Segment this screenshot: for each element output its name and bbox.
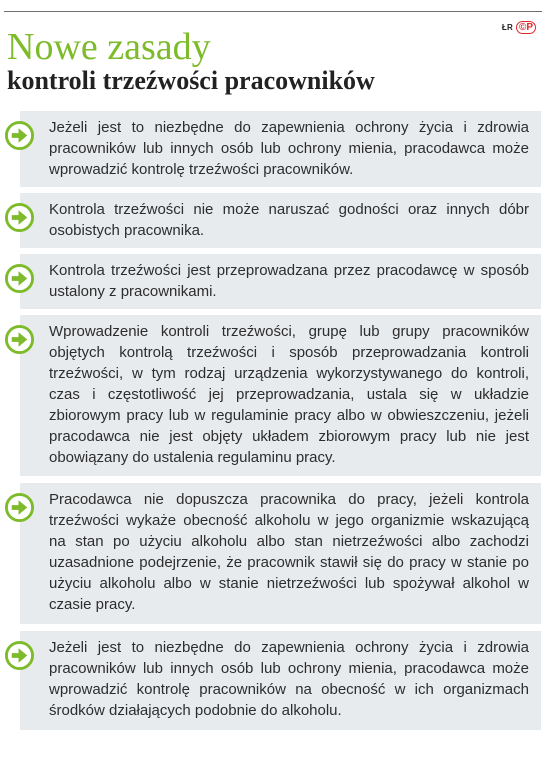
item-text: Kontrola trzeźwości jest przeprowadzana przez pracodawcę w sposób ustalony z pracownikami.: [49, 262, 529, 300]
list-item: [20, 254, 541, 309]
arrow-right-circle-icon: [4, 640, 35, 671]
item-text: Wprowadzenie kontroli trzeźwości, grupę lub grupy pracowników objętych kontrolą trzeźwości i sposób przeprowadzania kontroli trzeźwości, w tym rodzaj urządzenia wykorzystywanego do kontroli, czas i częstotliwość jej przeprowadzania, ustala się w układzie zbiorowym pracy lub w regulaminie pracy albo w obwieszczeniu, jeżeli pracodawca nie jest objęty układem zbiorowym pracy lub nie jest obowiązany do ustalenia regulaminu pracy.: [49, 323, 529, 466]
item-text: Pracodawca nie dopuszcza pracownika do pracy, jeżeli kontrola trzeźwości wykaże obecność alkoholu w jego organizmie wskazującą na stan po użyciu alkoholu albo stan nietrzeźwości albo zachodzi uzasadnione podejrzenie, że pracownik stawił się do pracy w stanie po użyciu alkoholu albo w stanie nietrzeźwości lub spożywał alkohol w czasie pracy.: [49, 491, 529, 613]
arrow-right-circle-icon: [4, 120, 35, 151]
item-text: Kontrola trzeźwości nie może naruszać godności oraz innych dóbr osobistych pracownika.: [49, 201, 529, 239]
list-item: [20, 631, 541, 730]
item-text: Jeżeli jest to niezbędne do zapewnienia ochrony życia i zdrowia pracowników lub innych osób lub ochrony mienia, pracodawca może wprowadzić kontrolę pracowników na obecność w ich organizmach środków działających podobnie do alkoholu.: [49, 639, 529, 719]
top-divider: [4, 11, 542, 12]
list-item: [20, 483, 541, 624]
author-credit: ŁR: [501, 22, 513, 32]
publisher-logo: [502, 20, 536, 34]
list-item: [20, 193, 541, 248]
arrow-right-circle-icon: [4, 263, 35, 294]
arrow-right-circle-icon: [4, 324, 35, 355]
arrow-right-circle-icon: [4, 492, 35, 523]
page-subtitle: kontroli trzeźwości pracowników: [7, 66, 375, 95]
item-text: Jeżeli jest to niezbędne do zapewnienia ochrony życia i zdrowia pracowników lub innych osób lub ochrony mienia, pracodawca może wprowadzić kontrolę trzeźwości pracowników.: [49, 119, 529, 178]
list-item: [20, 315, 541, 476]
logo-mark: ©P: [516, 21, 536, 34]
list-item: [20, 111, 541, 187]
arrow-right-circle-icon: [4, 202, 35, 233]
page-title: Nowe zasady: [7, 26, 211, 68]
